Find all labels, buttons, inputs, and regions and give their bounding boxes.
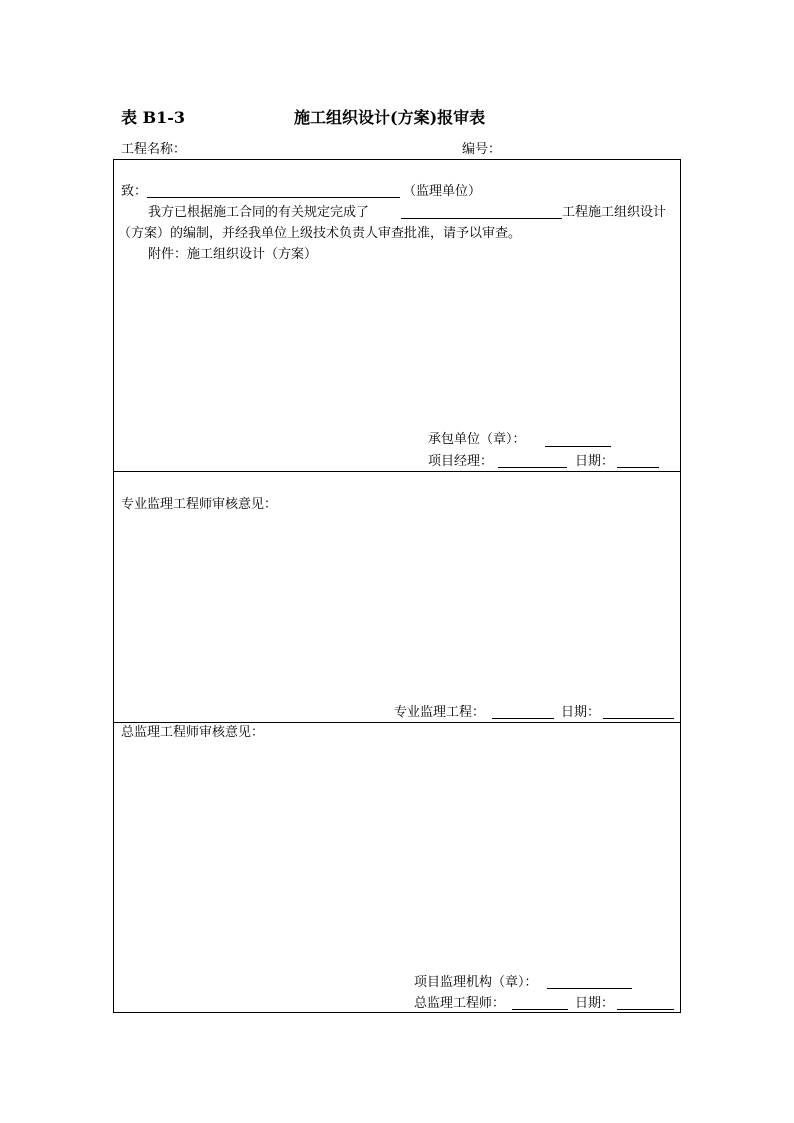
date-field-3[interactable] bbox=[617, 1009, 674, 1010]
project-name-label: 工程名称： bbox=[121, 142, 187, 157]
body-prefix: 我方已根据施工合同的有关规定完成了 bbox=[148, 205, 370, 220]
specialist-engineer-field[interactable] bbox=[492, 718, 554, 719]
supervision-unit-field[interactable] bbox=[147, 197, 400, 198]
body-suffix: 工程施工组织设计 bbox=[562, 205, 667, 220]
chief-opinion-label: 总监理工程师审核意见： bbox=[121, 725, 265, 740]
date-label-3: 日期： bbox=[575, 996, 615, 1011]
form-table bbox=[113, 159, 681, 1013]
to-label: 致： bbox=[121, 184, 148, 199]
project-field[interactable] bbox=[401, 218, 562, 219]
supervision-org-label: 项目监理机构（章）： bbox=[414, 975, 538, 990]
date-label-2: 日期： bbox=[561, 705, 601, 720]
contractor-seal-field[interactable] bbox=[545, 446, 611, 447]
specialist-engineer-label: 专业监理工程： bbox=[394, 705, 486, 720]
section-divider-2 bbox=[113, 722, 681, 723]
date-label-1: 日期： bbox=[575, 454, 615, 469]
supervision-unit-suffix: （监理单位） bbox=[403, 184, 482, 199]
specialist-opinion-label: 专业监理工程师审核意见： bbox=[121, 497, 278, 512]
project-manager-label: 项目经理： bbox=[428, 454, 494, 469]
section-divider-1 bbox=[113, 471, 681, 472]
supervision-org-field[interactable] bbox=[547, 988, 632, 989]
form-code: 表 B1-3 bbox=[121, 108, 186, 127]
attachment-label: 附件：施工组织设计（方案） bbox=[148, 247, 318, 262]
number-label: 编号： bbox=[462, 142, 502, 157]
form-title: 施工组织设计(方案)报审表 bbox=[294, 108, 486, 127]
body-line-2: （方案）的编制，并经我单位上级技术负责人审查批准，请予以审查。 bbox=[118, 226, 522, 241]
contractor-label: 承包单位（章）： bbox=[428, 432, 526, 447]
date-field-1[interactable] bbox=[617, 467, 659, 468]
project-manager-field[interactable] bbox=[498, 467, 567, 468]
date-field-2[interactable] bbox=[603, 718, 674, 719]
chief-engineer-label: 总监理工程师： bbox=[414, 996, 506, 1011]
chief-engineer-field[interactable] bbox=[512, 1009, 568, 1010]
